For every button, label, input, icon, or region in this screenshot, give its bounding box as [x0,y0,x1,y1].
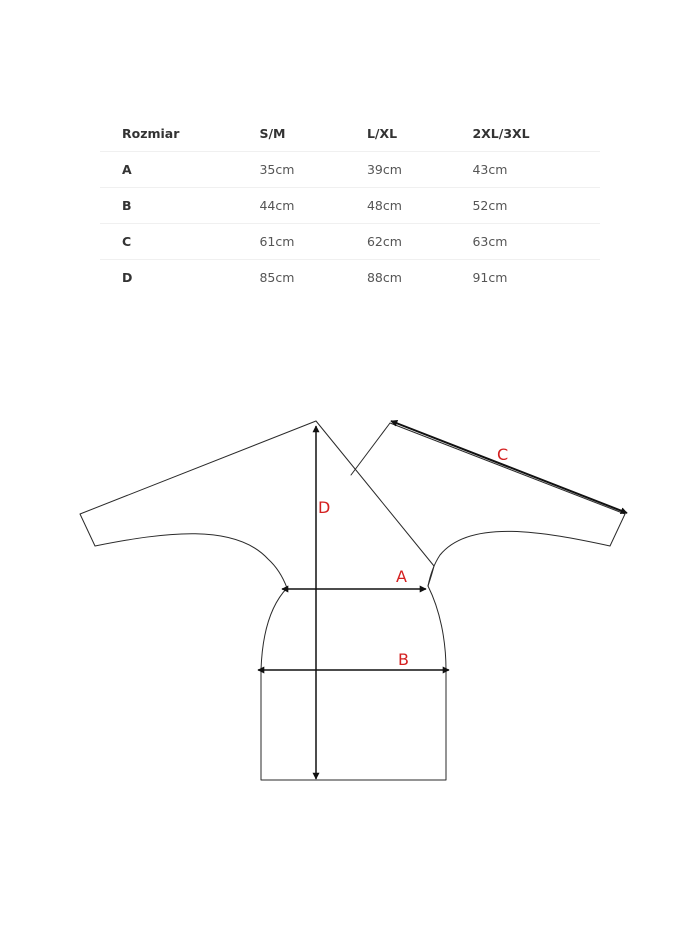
cell-c-2xl-3xl: 63cm [472,224,600,260]
row-label-b: B [100,188,259,224]
cell-b-s-m: 44cm [259,188,367,224]
cell-a-l-xl: 39cm [367,152,473,188]
garment-outline [80,421,625,780]
cell-d-s-m: 85cm [259,270,295,285]
right-panel-outline [351,423,390,475]
measurement-arrows [258,421,627,779]
row-label-a: A [100,152,259,188]
measurement-labels [318,445,508,669]
cell-c-l-xl: 62cm [367,224,473,260]
row-label-c: C [100,224,259,260]
cell-b-2xl-3xl: 52cm [472,188,600,224]
cell-b-l-xl: 48cm [367,188,473,224]
header-size: Rozmiar [100,116,259,152]
label-b: B [398,650,409,669]
cell-d-2xl-3xl: 91cm [472,270,508,285]
skirt-outline [261,586,446,780]
cell-a-s-m: 35cm [259,152,367,188]
label-d: D [318,498,331,517]
header-2xl-3xl: 2XL/3XL [472,116,600,152]
cell-c-s-m: 61cm [259,224,367,260]
cell-d-l-xl: 88cm [366,270,402,285]
row-label-d: D [122,270,133,285]
left-panel-outline [80,421,316,588]
header-l-xl: L/XL [367,116,473,152]
header-s-m: S/M [259,116,367,152]
cell-a-2xl-3xl: 43cm [472,152,600,188]
label-a: A [396,567,407,586]
arrow-c [391,421,627,513]
label-c: C [497,445,509,464]
wrap-diagonal-outline [316,421,434,586]
